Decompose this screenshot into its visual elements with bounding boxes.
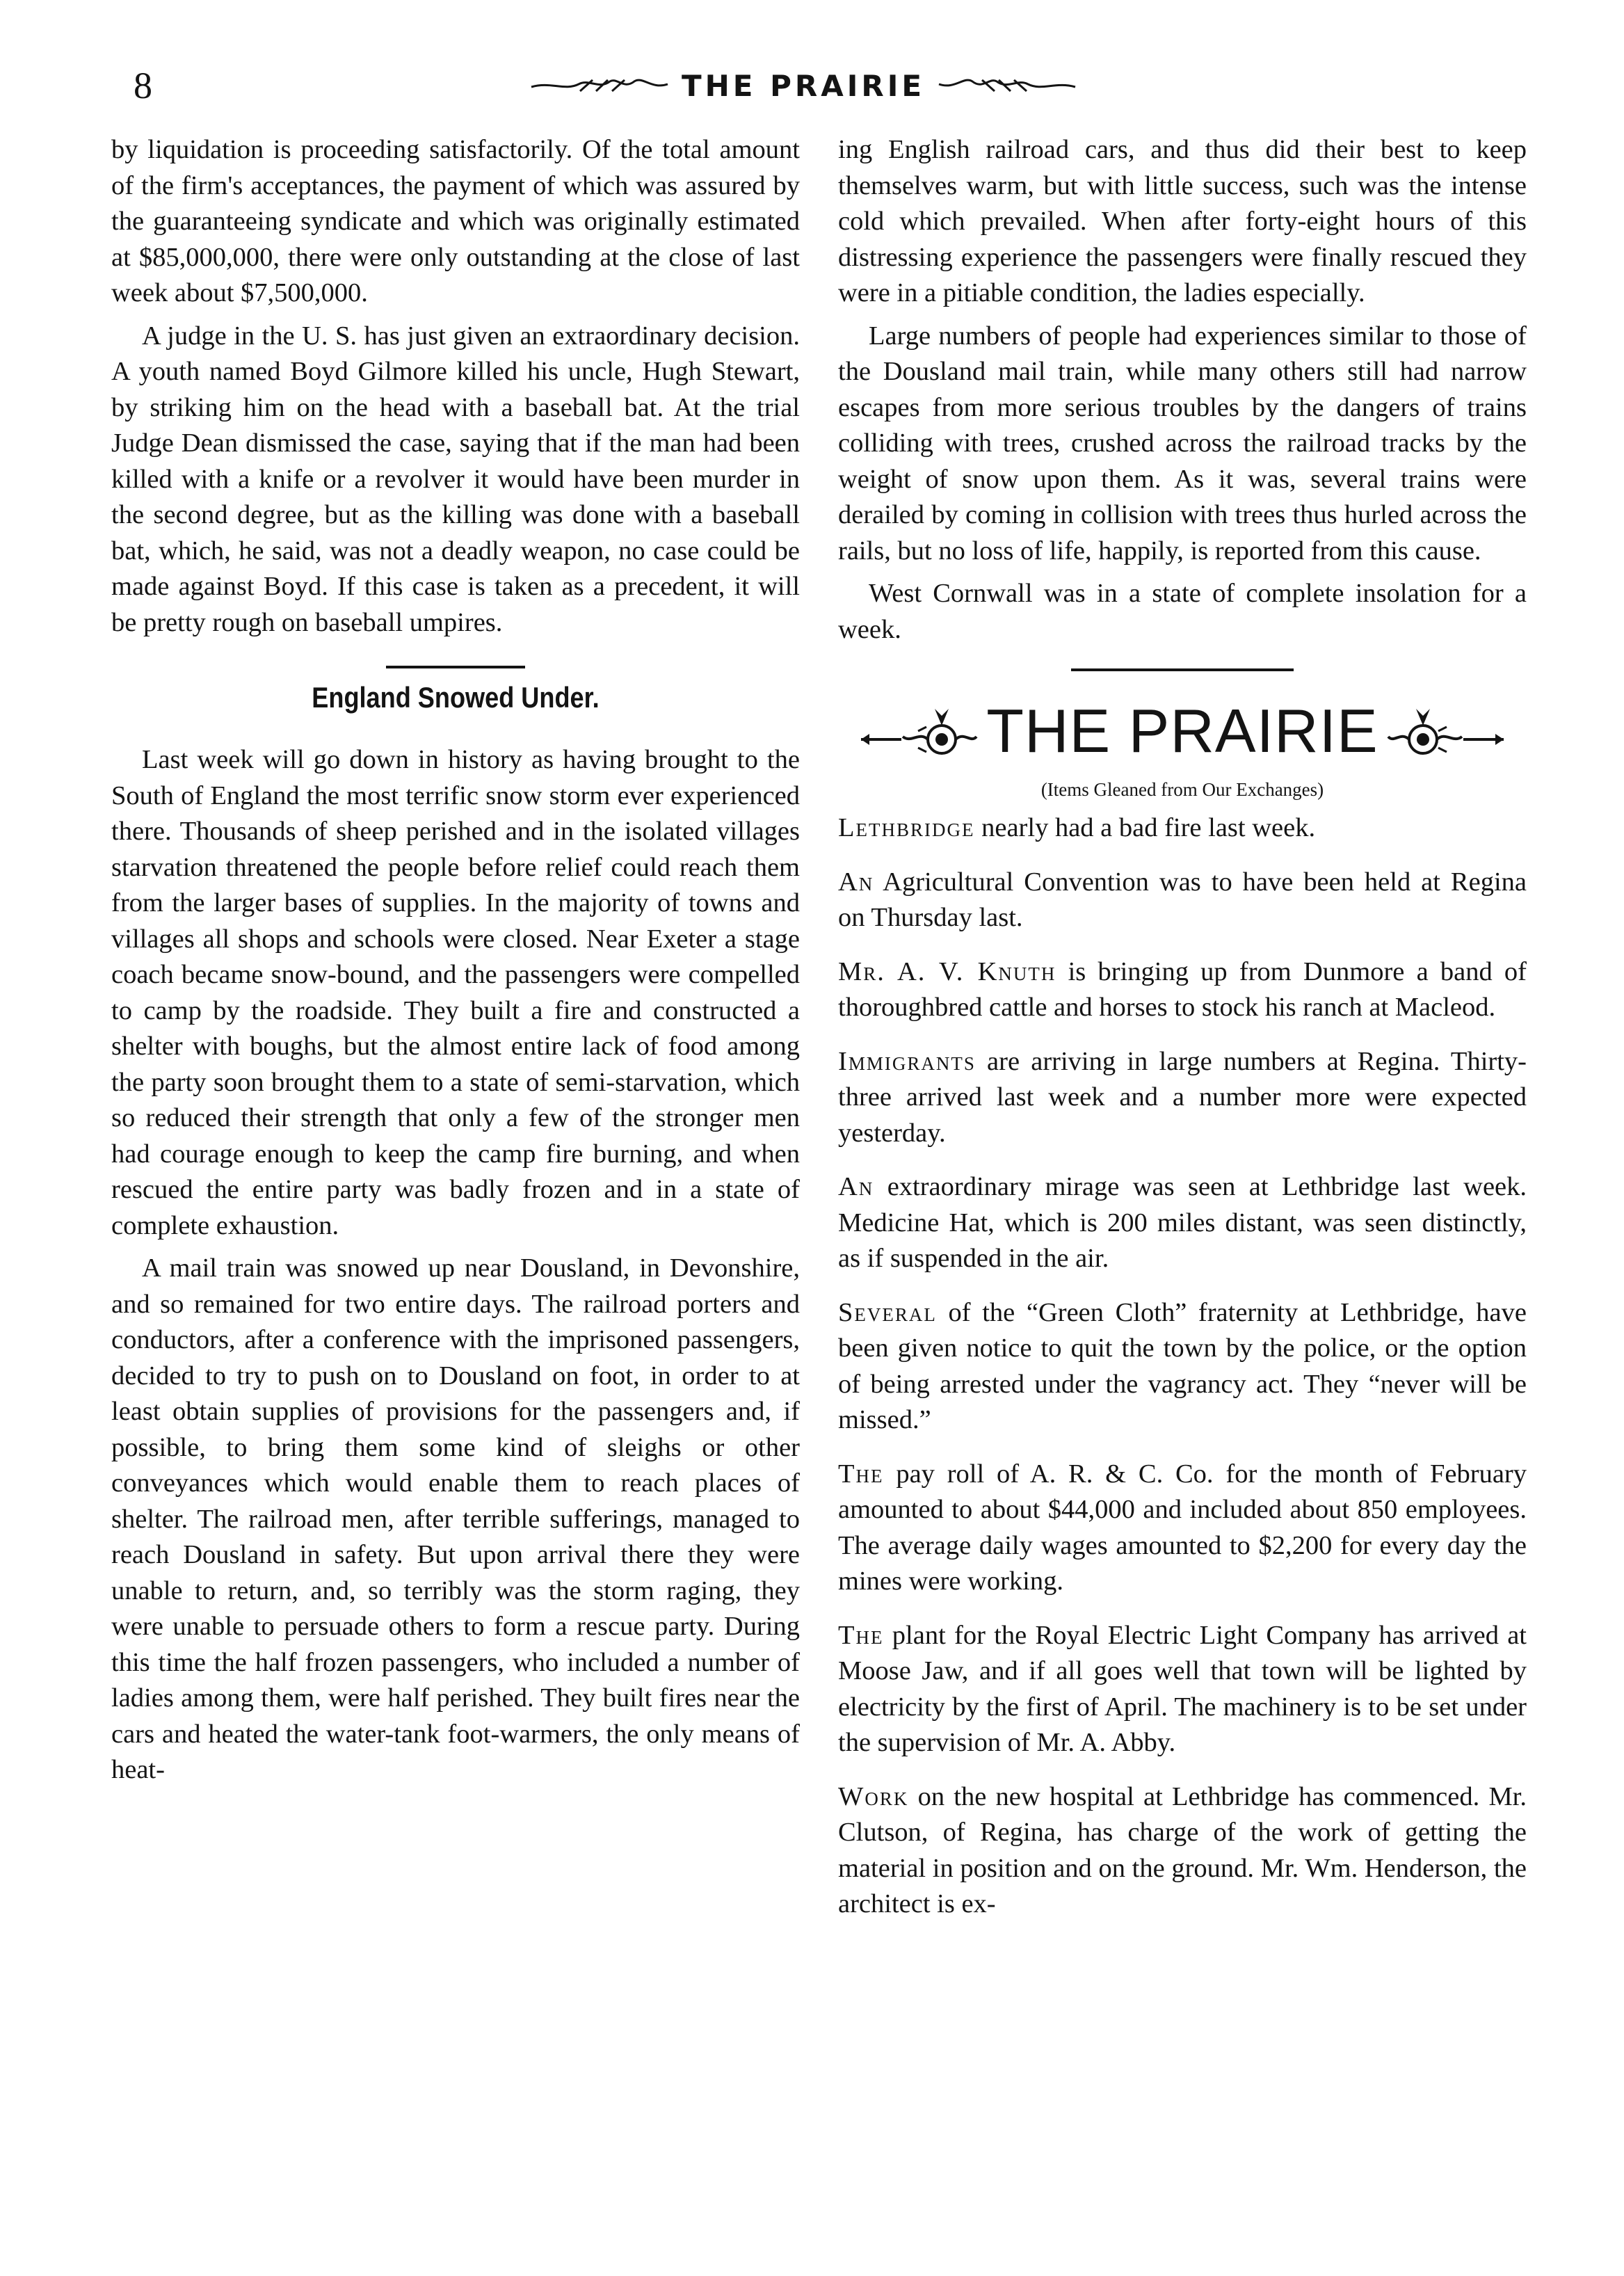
article-paragraph: ing English railroad cars, and thus did their best to keep themselves warm, but with little success, such was the intense cold which prevailed. When after forty-eight hours of this distressing experience the passengers were finally rescued they were in a pitiable condition, the ladies especially. xyxy=(838,135,1527,307)
news-item xyxy=(838,1618,1527,1761)
article-paragraph: A judge in the U. S. has just given an extraordinary decision. A youth named Boyd Gilmore killed his uncle, Hugh Stewart, by striking him on the head with a baseball bat. At the trial Judge Dean dismissed the case, saying that if the man had been killed with a knife or a revolver it would have been murder in the second degree, but as the killing was done with a baseball bat, which, he said, was not a deadly weapon, no case could be made against Boyd. If this case is taken as a precedent, it will be pretty rough on baseball umpires. xyxy=(111,321,800,637)
masthead xyxy=(111,61,1495,110)
news-item-lead: Work xyxy=(838,1781,909,1811)
news-item xyxy=(838,1169,1527,1277)
news-item xyxy=(838,954,1527,1026)
news-item-lead: Mr. A. V. Knuth xyxy=(838,956,1056,986)
news-item-text: are arriving in large numbers at Regina. Thirty-three arrived last week and a number more were expected yesterday. xyxy=(838,1046,1527,1148)
news-item-text: extraordinary mirage was seen at Lethbridge last week. Medicine Hat, which is 200 miles distant, was seen distinctly, as if suspended in the air. xyxy=(838,1172,1527,1273)
news-item xyxy=(838,1295,1527,1438)
article-paragraph: A mail train was snowed up near Dousland, in Devonshire, and so remained for two entire days. The railroad porters and conductors, after a conference with the imprisoned passengers, decided to try to push on to Dousland on foot, in order to at least obtain supplies of provisions for the passengers and, if possible, to bring them some kind of sleighs or other conveyances which would enable them to reach places of shelter. The railroad men, after terrible sufferings, managed to reach Dousland in safety. But upon arrival there they were unable to return, and, so terribly was the storm raging, they were unable to persuade others to form a rescue party. During this time the half frozen passengers, who included a number of ladies among them, were half perished. They built fires near the cars and heated the water-tank foot-warmers, the only means of heat- xyxy=(111,1253,800,1784)
section-title: England Snowed Under. xyxy=(312,681,600,714)
left-flourish-icon xyxy=(530,72,669,99)
news-item-text: of the “Green Cloth” fraternity at Lethbridge, have been given notice to quit the town by the police, or the option of being arrested under the vagrancy act. They “never will be missed.” xyxy=(838,1297,1527,1434)
news-item-text: pay roll of A. R. & C. Co. for the month of February amounted to about $44,000 and included about 850 employees. The average daily wages amounted to $2,200 for every day the mines were working. xyxy=(838,1459,1527,1596)
divider xyxy=(386,666,525,668)
left-ornament-icon xyxy=(860,703,978,759)
news-item xyxy=(838,1044,1527,1152)
section-title: THE PRAIRIE xyxy=(986,696,1378,765)
masthead-title: THE PRAIRIE xyxy=(681,68,926,103)
article-paragraph: by liquidation is proceeding satisfactorily. Of the total amount of the firm's acceptances, the payment of which was assured by the guaranteeing syndicate and which was originally estimated at $85,000,000, there were only outstanding at the close of last week about $7,500,000. xyxy=(111,135,800,307)
news-item-lead: The xyxy=(838,1459,884,1489)
article-paragraph: West Cornwall was in a state of complete insolation for a week. xyxy=(838,579,1527,644)
divider xyxy=(1071,668,1294,671)
news-item-lead: Lethbridge xyxy=(838,813,975,842)
news-item-lead: An xyxy=(838,867,874,897)
news-item xyxy=(838,1457,1527,1600)
news-item-text: plant for the Royal Electric Light Company has arrived at Moose Jaw, and if all goes well that town will be lighted by electricity by the first of April. The machinery is to be set under the supervision of Mr. A. Abby. xyxy=(838,1620,1527,1757)
news-item-text: Agricultural Convention was to have been held at Regina on Thursday last. xyxy=(838,867,1527,932)
right-ornament-icon xyxy=(1387,703,1505,759)
section-subtitle: (Items Gleaned from Our Exchanges) xyxy=(1040,779,1324,800)
left-column xyxy=(111,132,800,1788)
news-item-text: on the new hospital at Lethbridge has commenced. Mr. Clutson, of Regina, has charge of the work of getting the material in position and on the ground. Mr. Wm. Henderson, the architect is ex- xyxy=(838,1781,1527,1918)
article-paragraph: Last week will go down in history as having brought to the South of England the most terrific snow storm ever experienced there. Thousands of sheep perished and in the isolated villages starvation threatened the people before relief could reach them from the larger bases of supplies. In the majority of towns and villages all shops and schools were closed. Near Exeter a stage coach became snow-bound, and the passengers were compelled to camp by the roadside. They built a fire and constructed a shelter with boughs, but the almost entire lack of food among the party soon brought them to a state of semi-starvation, which so reduced their strength that only a few of the stronger men had courage enough to keep the camp fire burning, and when rescued the entire party was badly frozen and in a state of complete exhaustion. xyxy=(111,745,800,1240)
article-paragraph: Large numbers of people had experiences similar to those of the Dousland mail train, while many others still had narrow escapes from more serious troubles by the dangers of trains colliding with trees, crushed across the railroad tracks by the weight of snow upon them. As it was, several trains were derailed by coming in collision with trees thus hurled across the rails, but no loss of life, happily, is reported from this cause. xyxy=(838,321,1527,566)
news-item xyxy=(838,810,1527,847)
right-flourish-icon xyxy=(938,72,1077,99)
news-item-lead: An xyxy=(838,1172,874,1201)
section-header xyxy=(838,696,1527,766)
news-item-lead: Immigrants xyxy=(838,1046,976,1076)
news-item xyxy=(838,1779,1527,1923)
page-number: 8 xyxy=(134,65,152,106)
right-column xyxy=(838,132,1527,1923)
news-item-text: is bringing up from Dunmore a band of thoroughbred cattle and horses to stock his ranch at Macleod. xyxy=(838,956,1527,1022)
news-item-lead: The xyxy=(838,1620,884,1650)
page-header xyxy=(111,61,1495,110)
news-item-text: nearly had a bad fire last week. xyxy=(974,813,1316,842)
news-item xyxy=(838,865,1527,936)
news-item-lead: Several xyxy=(838,1297,937,1327)
